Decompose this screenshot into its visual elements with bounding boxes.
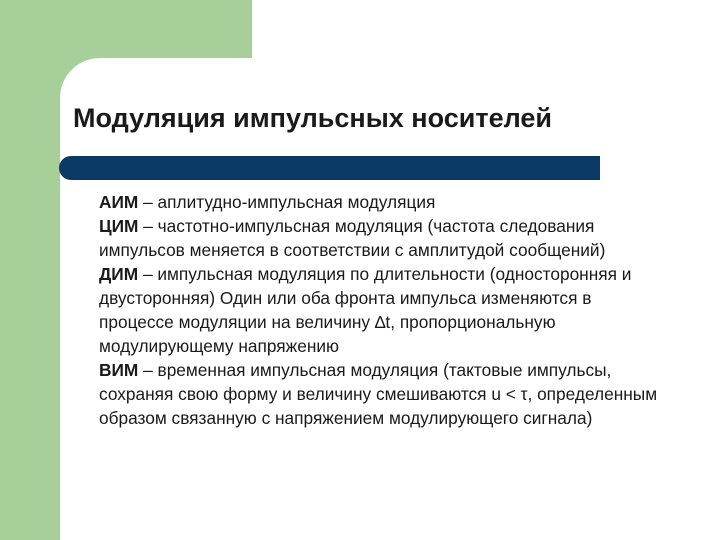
term-dim: ДИМ <box>99 264 139 284</box>
slide-title: Модуляция импульсных носителей <box>73 103 553 133</box>
list-item-dim <box>99 262 659 358</box>
title-underline-bar <box>59 156 600 180</box>
term-aim: АИМ <box>99 192 139 212</box>
term-tsim: ЦИМ <box>99 216 139 236</box>
term-vim: ВИМ <box>99 360 139 380</box>
slide-body <box>99 190 659 430</box>
list-item-tsim <box>99 214 659 262</box>
list-item-vim <box>99 358 659 430</box>
definition-vim: – временная импульсная модуляция (тактовые импульсы, сохраняя свою форму и величину смешиваются u < τ, определенным образом связанную с напряжением модулирующего сигнала) <box>99 360 658 428</box>
definition-tsim: – частотно-импульсная модуляция (частота следования импульсов меняется в соответствии с амплитудой сообщений) <box>99 216 606 260</box>
definition-aim: – аплитудно-импульсная модуляция <box>138 192 436 212</box>
list-item-aim <box>99 190 659 214</box>
definition-dim: – импульсная модуляция по длительности (односторонняя и двусторонняя) Один или оба фронта импульса изменяются в процессе модуляции на величину ∆t, пропорциональную модулирующему напряжению <box>99 264 632 356</box>
